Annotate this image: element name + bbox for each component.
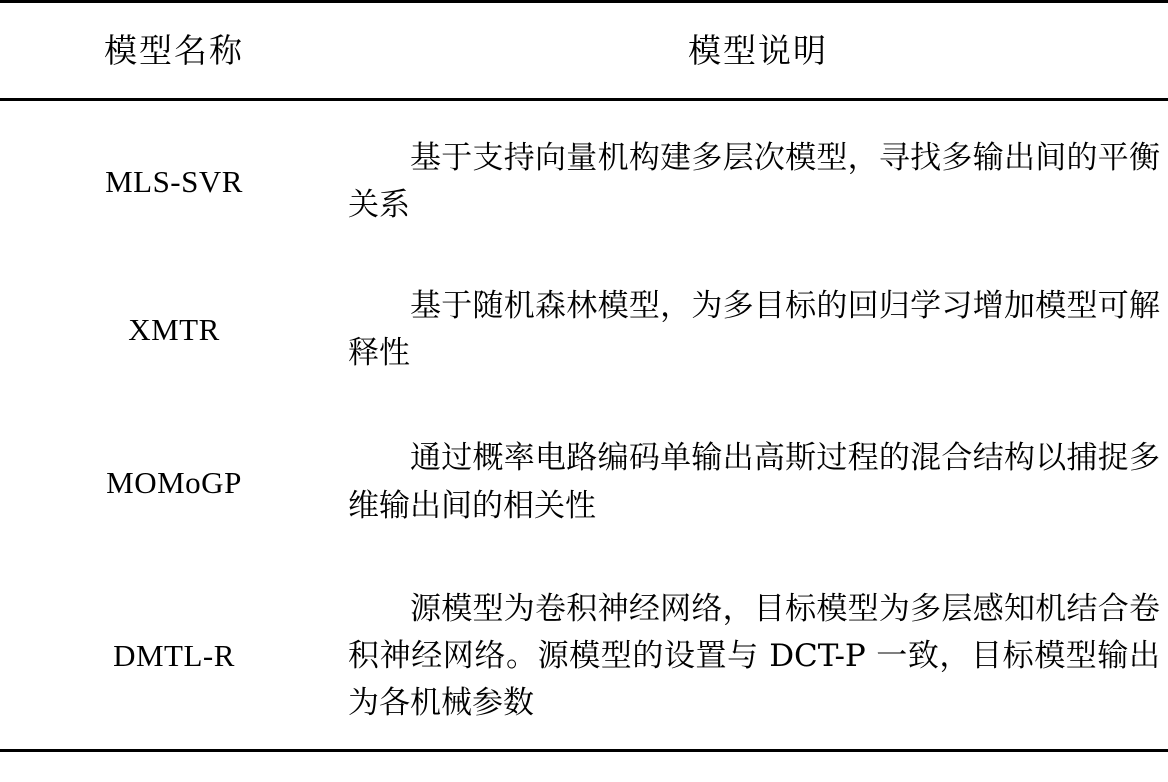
table-header (0, 2, 1168, 100)
cell-model-name: DMTL-R (113, 638, 235, 674)
table-row (0, 255, 1168, 405)
description-text: 基于支持向量机构建多层次模型，寻找多输出间的平衡关系 (348, 140, 1160, 224)
description-text: 基于随机森林模型，为多目标的回归学习增加模型可解释性 (348, 288, 1160, 372)
table-row (0, 405, 1168, 557)
description-text: 源模型为卷积神经网络，目标模型为多层感知机结合卷积神经网络。源模型的设置与 DCT-P 一致，目标模型输出为各机械参数 (348, 590, 1160, 721)
column-header-model-name: 模型名称 (104, 31, 244, 70)
cell-model-name: XMTR (128, 312, 220, 348)
table-body (0, 100, 1168, 751)
cell-model-name: MOMoGP (106, 464, 242, 500)
cell-model-description (348, 558, 1168, 751)
cell-model-description (348, 405, 1168, 557)
cell-model-description (348, 100, 1168, 256)
table-row (0, 558, 1168, 751)
table-row (0, 100, 1168, 256)
description-text: 通过概率电路编码单输出高斯过程的混合结构以捕捉多维输出间的相关性 (348, 440, 1160, 524)
cell-model-name: MLS-SVR (105, 164, 243, 200)
cell-model-description (348, 255, 1168, 405)
column-header-model-description: 模型说明 (688, 31, 828, 70)
table-header-row (0, 2, 1168, 100)
